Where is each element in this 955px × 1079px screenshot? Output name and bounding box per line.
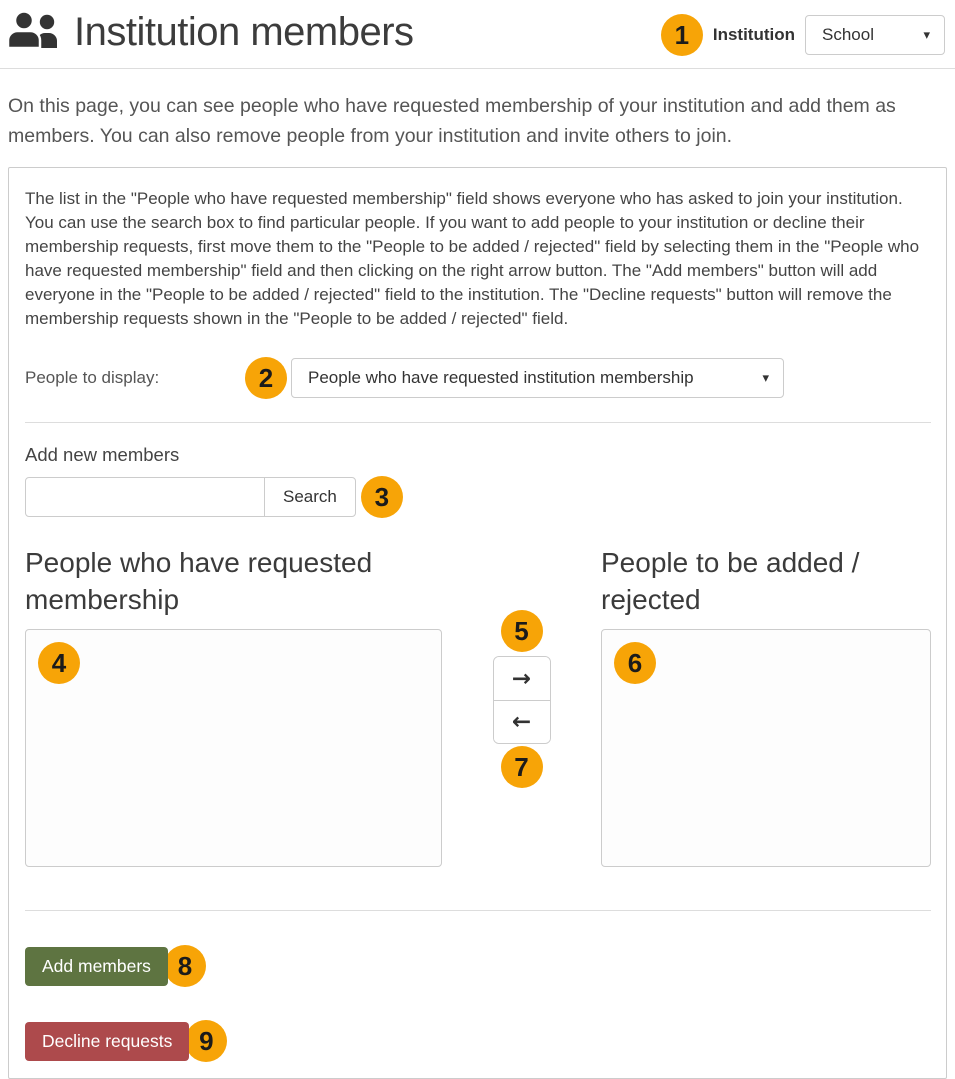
arrow-left-icon: ←	[511, 709, 532, 735]
people-to-display-select[interactable]	[291, 358, 784, 398]
step-badge-3: 3	[361, 476, 403, 518]
search-input[interactable]	[25, 477, 265, 517]
selected-members-heading: People to be added / rejected	[601, 547, 860, 615]
member-lists-section	[25, 544, 931, 867]
move-buttons-group	[493, 656, 551, 744]
chevron-down-icon: ▾	[923, 27, 930, 42]
page-header	[0, 0, 955, 56]
requested-members-heading: People who have requested membership	[25, 547, 373, 615]
people-to-display-row	[25, 357, 931, 399]
requested-members-column	[25, 544, 442, 867]
page-title-group	[8, 8, 414, 55]
institution-select-value: School	[822, 25, 874, 44]
step-badge-8: 8	[164, 945, 206, 987]
move-left-button[interactable]	[494, 700, 550, 743]
step-badge-1: 1	[661, 14, 703, 56]
institution-label: Institution	[712, 25, 795, 44]
step-badge-4: 4	[38, 642, 80, 684]
users-icon	[8, 11, 60, 54]
people-to-display-label: People to display:	[25, 368, 160, 387]
move-right-button[interactable]	[494, 657, 550, 700]
section-divider	[25, 422, 931, 423]
requested-members-listbox[interactable]	[25, 629, 442, 867]
add-members-row	[25, 945, 931, 987]
move-controls-column	[442, 544, 601, 867]
add-new-members-heading: Add new members	[25, 444, 180, 465]
selected-members-column	[601, 544, 931, 867]
people-to-display-value: People who have requested institution membership	[308, 368, 694, 387]
step-badge-2: 2	[245, 357, 287, 399]
page-title: Institution members	[74, 10, 414, 54]
search-row	[25, 476, 931, 518]
search-button[interactable]: Search	[264, 477, 356, 517]
header-divider	[0, 68, 955, 69]
members-form-panel	[8, 167, 947, 1079]
help-text: The list in the "People who have requested membership" field shows everyone who has asked to join your institution. You can use the search box to find particular people. If you want to add people to your institution or decline their membership requests, first move them to the "People to be added / rejected" field by selecting them in the "People who have requested membership" field and then clicking on the right arrow button. The "Add members" button will add everyone in the "People to be added / rejected" field to the institution. The "Decline requests" button will remove the membership requests shown in the "People to be added / rejected" field.	[25, 189, 920, 328]
institution-select[interactable]	[805, 15, 945, 55]
chevron-down-icon: ▾	[762, 370, 769, 385]
step-badge-9: 9	[185, 1020, 227, 1062]
step-badge-5: 5	[501, 610, 543, 652]
decline-requests-button[interactable]: Decline requests	[25, 1022, 189, 1061]
actions-divider	[25, 910, 931, 911]
institution-selector	[661, 14, 945, 56]
step-badge-6: 6	[614, 642, 656, 684]
page-intro: On this page, you can see people who have requested membership of your institution and add them as members. You can also remove people from your institution and invite others to join.	[8, 95, 896, 147]
selected-members-listbox[interactable]	[601, 629, 931, 867]
step-badge-7: 7	[501, 746, 543, 788]
add-members-button[interactable]: Add members	[25, 947, 168, 986]
decline-requests-row	[25, 1020, 931, 1062]
arrow-right-icon: →	[511, 665, 532, 692]
